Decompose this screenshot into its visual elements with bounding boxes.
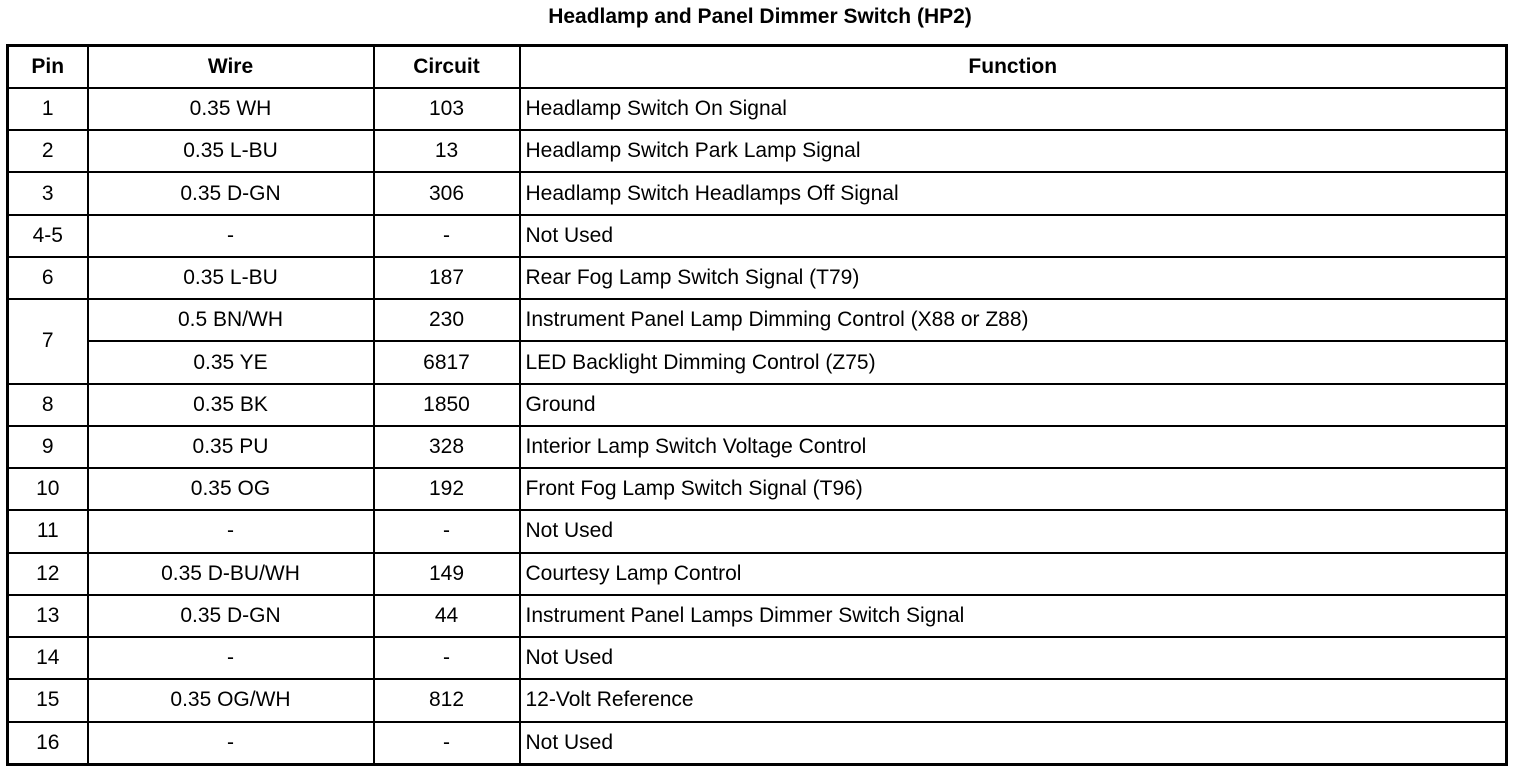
wire-cell: - [88, 510, 374, 552]
function-cell: Instrument Panel Lamps Dimmer Switch Signal [520, 595, 1507, 637]
circuit-cell: 44 [374, 595, 520, 637]
wire-cell: 0.5 BN/WH [88, 299, 374, 341]
pin-cell: 1 [8, 88, 88, 130]
pin-cell: 9 [8, 426, 88, 468]
table-row [8, 679, 1507, 721]
function-cell: Headlamp Switch Park Lamp Signal [520, 130, 1507, 172]
table-row [8, 88, 1507, 130]
circuit-cell: 149 [374, 553, 520, 595]
pin-cell: 10 [8, 468, 88, 510]
table-row [8, 637, 1507, 679]
circuit-cell: - [374, 215, 520, 257]
pin-cell: 11 [8, 510, 88, 552]
wire-cell: - [88, 215, 374, 257]
function-cell: Courtesy Lamp Control [520, 553, 1507, 595]
function-cell: Instrument Panel Lamp Dimming Control (X88 or Z88) [520, 299, 1507, 341]
table-row [8, 595, 1507, 637]
pin-cell: 2 [8, 130, 88, 172]
pinout-table [6, 44, 1508, 766]
circuit-cell: 103 [374, 88, 520, 130]
wire-cell: 0.35 L-BU [88, 257, 374, 299]
circuit-cell: - [374, 722, 520, 765]
circuit-cell: 13 [374, 130, 520, 172]
table-row [8, 299, 1507, 341]
table-row [8, 384, 1507, 426]
pin-cell: 4-5 [8, 215, 88, 257]
pin-cell: 15 [8, 679, 88, 721]
wire-cell: 0.35 OG/WH [88, 679, 374, 721]
wire-cell: - [88, 637, 374, 679]
wire-cell: 0.35 YE [88, 341, 374, 383]
pin-cell: 16 [8, 722, 88, 765]
pin-cell: 3 [8, 172, 88, 214]
header-circuit: Circuit [374, 46, 520, 89]
wire-cell: 0.35 OG [88, 468, 374, 510]
pin-cell: 8 [8, 384, 88, 426]
function-cell: 12-Volt Reference [520, 679, 1507, 721]
pin-cell: 13 [8, 595, 88, 637]
circuit-cell: 306 [374, 172, 520, 214]
table-row [8, 172, 1507, 214]
wire-cell: - [88, 722, 374, 765]
function-cell: Not Used [520, 722, 1507, 765]
table-row [8, 510, 1507, 552]
circuit-cell: 812 [374, 679, 520, 721]
function-cell: Front Fog Lamp Switch Signal (T96) [520, 468, 1507, 510]
wire-cell: 0.35 BK [88, 384, 374, 426]
circuit-cell: 192 [374, 468, 520, 510]
circuit-cell: - [374, 510, 520, 552]
table-row [8, 426, 1507, 468]
wire-cell: 0.35 D-BU/WH [88, 553, 374, 595]
function-cell: Headlamp Switch Headlamps Off Signal [520, 172, 1507, 214]
table-row [8, 553, 1507, 595]
table-row [8, 130, 1507, 172]
header-wire: Wire [88, 46, 374, 89]
circuit-cell: 187 [374, 257, 520, 299]
table-row [8, 215, 1507, 257]
page-title: Headlamp and Panel Dimmer Switch (HP2) [548, 5, 972, 28]
pin-cell: 7 [8, 299, 88, 383]
circuit-cell: 6817 [374, 341, 520, 383]
table-row [8, 341, 1507, 383]
header-pin: Pin [8, 46, 88, 89]
wire-cell: 0.35 PU [88, 426, 374, 468]
function-cell: Ground [520, 384, 1507, 426]
circuit-cell: 1850 [374, 384, 520, 426]
table-header-row [8, 46, 1507, 89]
pin-cell: 12 [8, 553, 88, 595]
pin-cell: 14 [8, 637, 88, 679]
circuit-cell: 230 [374, 299, 520, 341]
wire-cell: 0.35 D-GN [88, 595, 374, 637]
function-cell: Interior Lamp Switch Voltage Control [520, 426, 1507, 468]
pin-cell: 6 [8, 257, 88, 299]
table-row [8, 257, 1507, 299]
table-row [8, 468, 1507, 510]
function-cell: Not Used [520, 215, 1507, 257]
function-cell: Rear Fog Lamp Switch Signal (T79) [520, 257, 1507, 299]
header-function: Function [520, 46, 1507, 89]
circuit-cell: 328 [374, 426, 520, 468]
wire-cell: 0.35 WH [88, 88, 374, 130]
wire-cell: 0.35 L-BU [88, 130, 374, 172]
function-cell: Not Used [520, 637, 1507, 679]
wire-cell: 0.35 D-GN [88, 172, 374, 214]
function-cell: LED Backlight Dimming Control (Z75) [520, 341, 1507, 383]
function-cell: Not Used [520, 510, 1507, 552]
table-row [8, 722, 1507, 765]
function-cell: Headlamp Switch On Signal [520, 88, 1507, 130]
circuit-cell: - [374, 637, 520, 679]
